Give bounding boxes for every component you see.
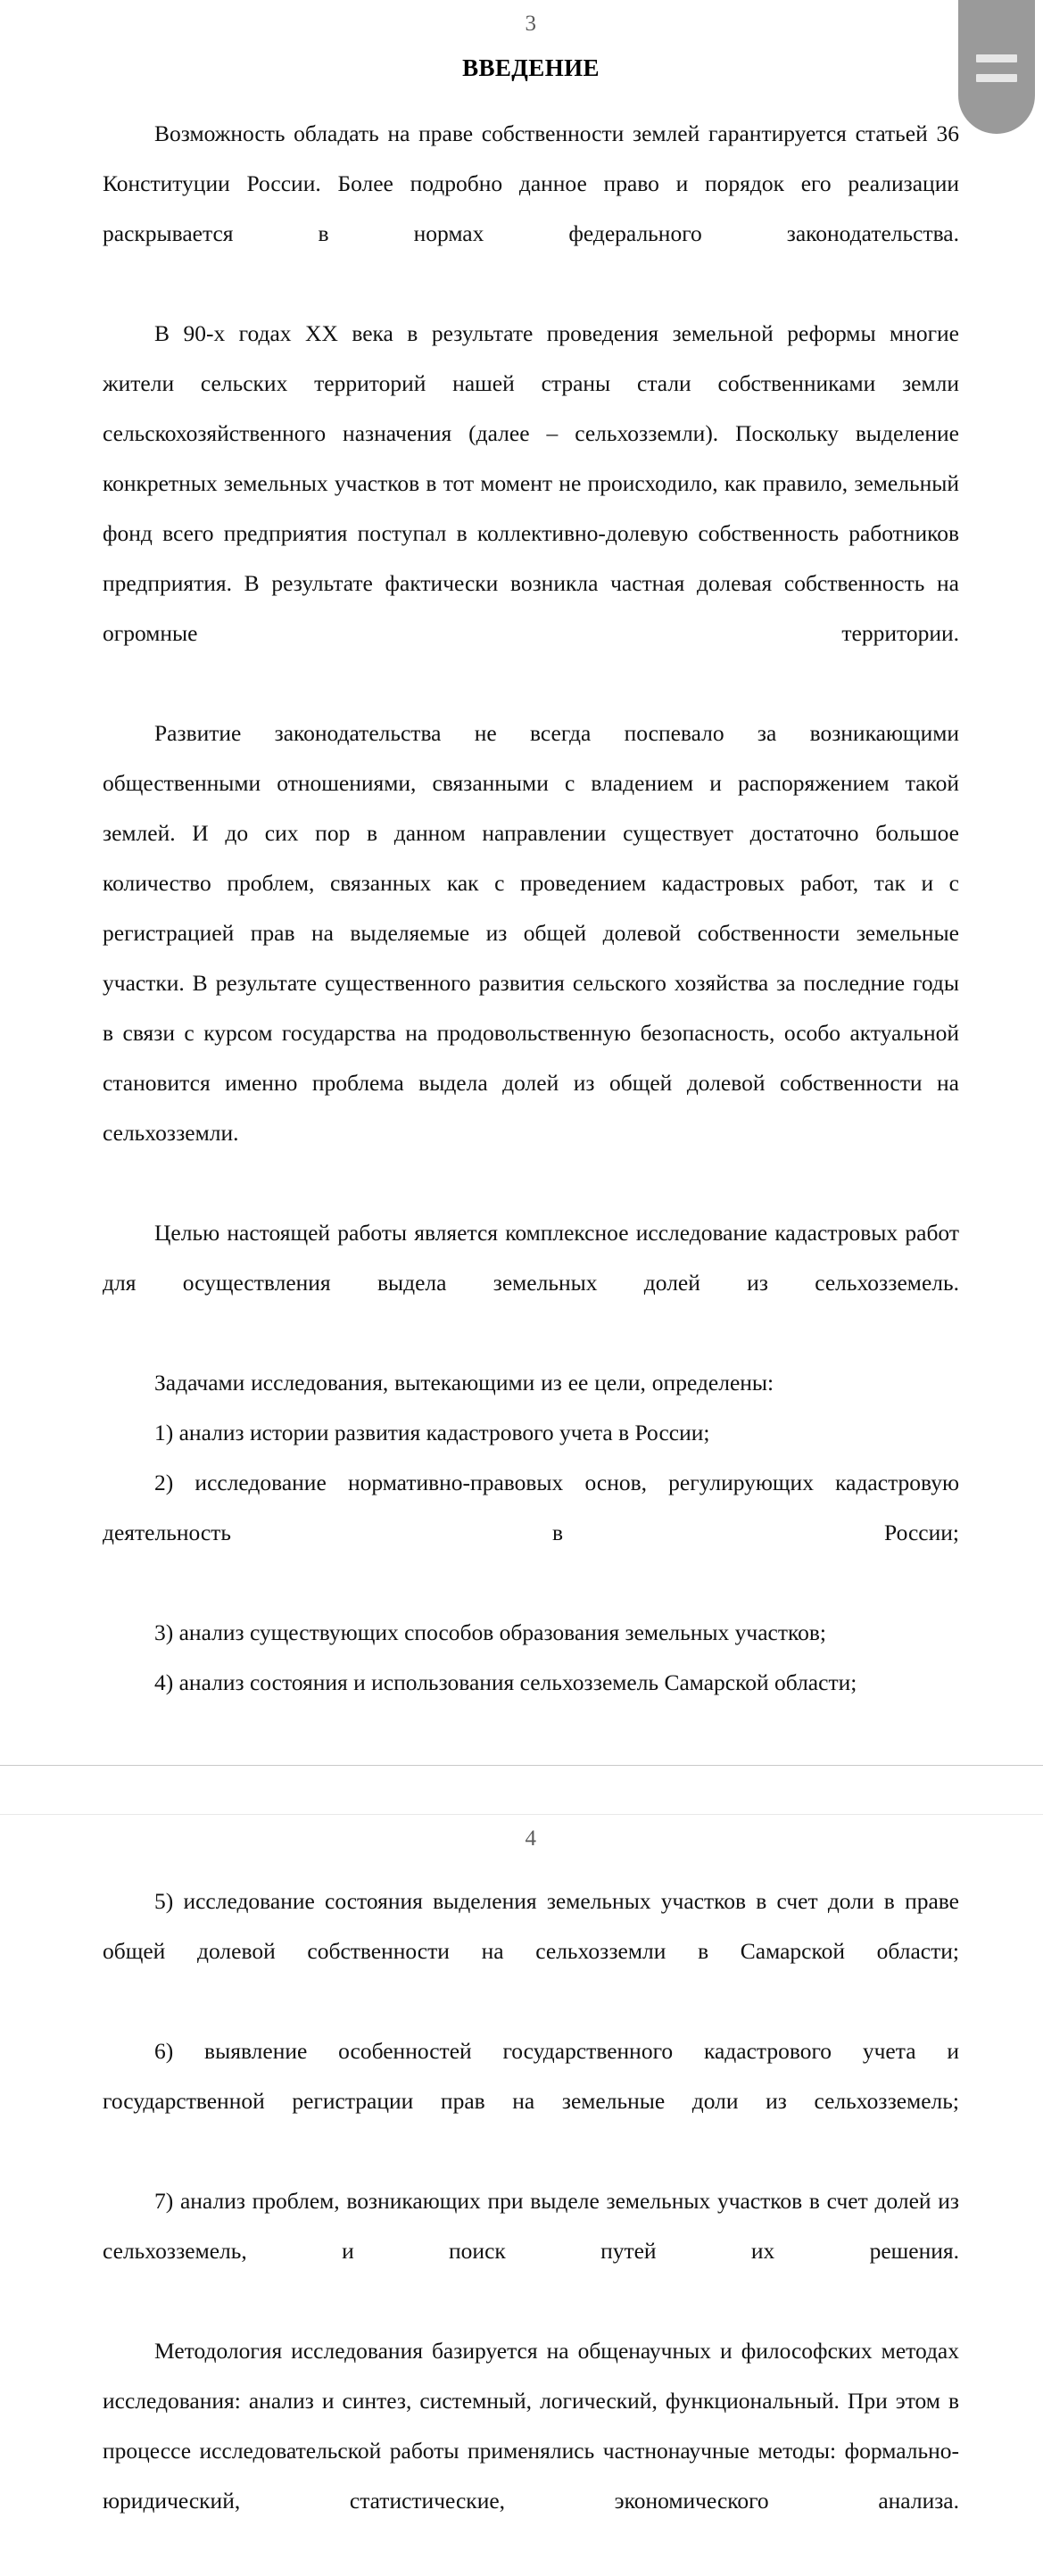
page-number: 4 bbox=[525, 1826, 537, 1851]
list-item: 4) анализ состояния и использования сельхозземель Самарской области; bbox=[154, 1669, 857, 1695]
list-item: 6) выявление особенностей государственного кадастрового учета и государственной регистрации прав на земельные доли из сельхозземель; bbox=[103, 2038, 959, 2114]
paragraph: Методология исследования базируется на общенаучных и философских методах исследования: анализ и синтез, системный, логический, функциональный. При этом в процессе исследовательской работы применялись частнонаучные методы: формально-юридический, статистические, экономического анализа. bbox=[103, 2338, 959, 2514]
paragraph: Развитие законодательства не всегда поспевало за возникающими общественными отношениями, связанными с владением и распоряжением такой землей. И до сих пор в данном направлении существует достаточно большое количество проблем, связанных как с проведением кадастровых работ, так и с регистрацией прав на выделяемые из общей долевой собственности земельные участки. В результате существенного развития сельского хозяйства за последние годы в связи с курсом государства на продовольственную безопасность, особо актуальной становится именно проблема выдела долей из общей долевой собственности на сельхозземли. bbox=[103, 720, 959, 1146]
page-body bbox=[103, 109, 959, 1708]
list-item: 1) анализ истории развития кадастрового учета в России; bbox=[154, 1420, 710, 1445]
paragraph: Возможность обладать на праве собственности землей гарантируется статьей 36 Конституции России. Более подробно данное право и порядок его реализации раскрывается в нормах федерального законодательства. bbox=[103, 120, 959, 246]
paragraph: Целью настоящей работы является комплексное исследование кадастровых работ для осуществления выдела земельных долей из сельхозземель. bbox=[103, 1220, 959, 1296]
page-separator bbox=[0, 1765, 1043, 1815]
list-item: 2) исследование нормативно-правовых основ, регулирующих кадастровую деятельность в России; bbox=[103, 1470, 959, 1545]
menu-bar-bottom-icon bbox=[976, 74, 1017, 82]
paragraph: В 90-х годах XX века в результате проведения земельной реформы многие жители сельских территорий нашей страны стали собственниками земли сельскохозяйственного назначения (далее – сельхозземли). Поскольку выделение конкретных земельных участков в тот момент не происходило, как правило, земельный фонд всего предприятия поступал в коллективно-долевую собственность работников предприятия. В результате фактически возникла частная долевая собственность на огромные территории. bbox=[103, 320, 959, 646]
list-item: 3) анализ существующих способов образования земельных участков; bbox=[154, 1619, 826, 1645]
menu-bar-top-icon bbox=[976, 54, 1017, 62]
paragraph: Задачами исследования, вытекающими из ее цели, определены: bbox=[154, 1370, 774, 1396]
document-page-4 bbox=[0, 1815, 1043, 2576]
page-number: 3 bbox=[525, 12, 537, 36]
page-title: ВВЕДЕНИЕ bbox=[462, 54, 600, 81]
list-item: 5) исследование состояния выделения земельных участков в счет доли в праве общей долевой собственности на сельхозземли в Самарской области; bbox=[103, 1888, 959, 1964]
list-item: 7) анализ проблем, возникающих при выделе земельных участков в счет долей из сельхозземель, и поиск путей их решения. bbox=[103, 2188, 959, 2264]
page-body bbox=[103, 1876, 959, 2576]
floating-menu-button[interactable] bbox=[958, 0, 1035, 134]
